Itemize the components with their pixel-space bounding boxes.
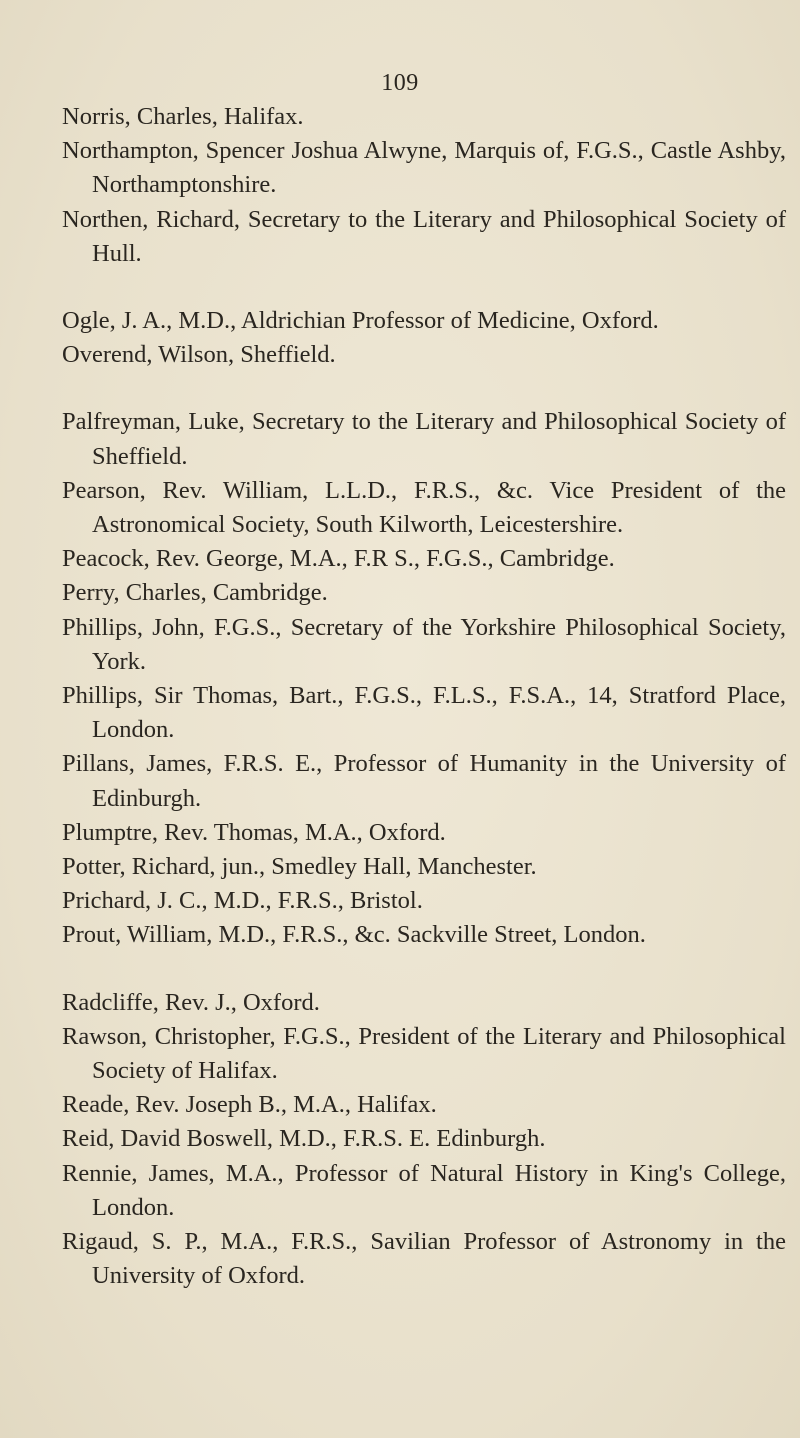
- list-entry: Ogle, J. A., M.D., Aldrichian Professor of Medicine, Oxford.: [62, 307, 659, 335]
- list-entry: Pearson, Rev. William, L.L.D., F.R.S., &c. Vice President of the Astronomical Society, South Kilworth, Leicestershire.: [62, 476, 786, 539]
- list-entry: Reid, David Boswell, M.D., F.R.S. E. Edinburgh.: [62, 1125, 546, 1153]
- list-entry: Peacock, Rev. George, M.A., F.R S., F.G.S., Cambridge.: [62, 545, 615, 573]
- group-n: [62, 100, 786, 271]
- list-entry: Palfreyman, Luke, Secretary to the Literary and Philosophical Society of Sheffield.: [62, 408, 786, 470]
- list-entry: Perry, Charles, Cambridge.: [62, 579, 328, 607]
- list-entry: Prichard, J. C., M.D., F.R.S., Bristol.: [62, 887, 423, 915]
- page-number: 109: [381, 70, 419, 96]
- list-entry: Rigaud, S. P., M.A., F.R.S., Savilian Professor of Astronomy in the University of Oxford.: [62, 1228, 786, 1290]
- list-entry: Phillips, John, F.G.S., Secretary of the Yorkshire Philosophical Society, York.: [62, 613, 786, 675]
- list-entry: Potter, Richard, jun., Smedley Hall, Manchester.: [62, 853, 537, 881]
- group-o: [62, 304, 786, 372]
- list-entry: Norris, Charles, Halifax.: [62, 103, 304, 130]
- list-entry: Plumptre, Rev. Thomas, M.A., Oxford.: [62, 818, 446, 846]
- list-entry: Rennie, James, M.A., Professor of Natural History in King's College, London.: [62, 1159, 786, 1221]
- list-entry: Reade, Rev. Joseph B., M.A., Halifax.: [62, 1091, 437, 1119]
- member-list: [62, 100, 786, 1294]
- list-entry: Overend, Wilson, Sheffield.: [62, 341, 336, 369]
- list-entry: Radcliffe, Rev. J., Oxford.: [62, 988, 320, 1016]
- list-entry: Northen, Richard, Secretary to the Literary and Philosophical Society of Hull.: [62, 205, 786, 267]
- group-r: [62, 986, 786, 1294]
- group-p: [62, 405, 786, 952]
- list-entry: Rawson, Christopher, F.G.S., President of the Literary and Philosophical Society of Halifax.: [62, 1022, 786, 1085]
- list-entry: Prout, William, M.D., F.R.S., &c. Sackville Street, London.: [62, 921, 646, 949]
- list-entry: Pillans, James, F.R.S. E., Professor of Humanity in the University of Edinburgh.: [62, 750, 786, 812]
- list-entry: Phillips, Sir Thomas, Bart., F.G.S., F.L.S., F.S.A., 14, Stratford Place, London.: [62, 682, 786, 744]
- list-entry: Northampton, Spencer Joshua Alwyne, Marquis of, F.G.S., Castle Ashby, Northamptonshire.: [62, 137, 786, 199]
